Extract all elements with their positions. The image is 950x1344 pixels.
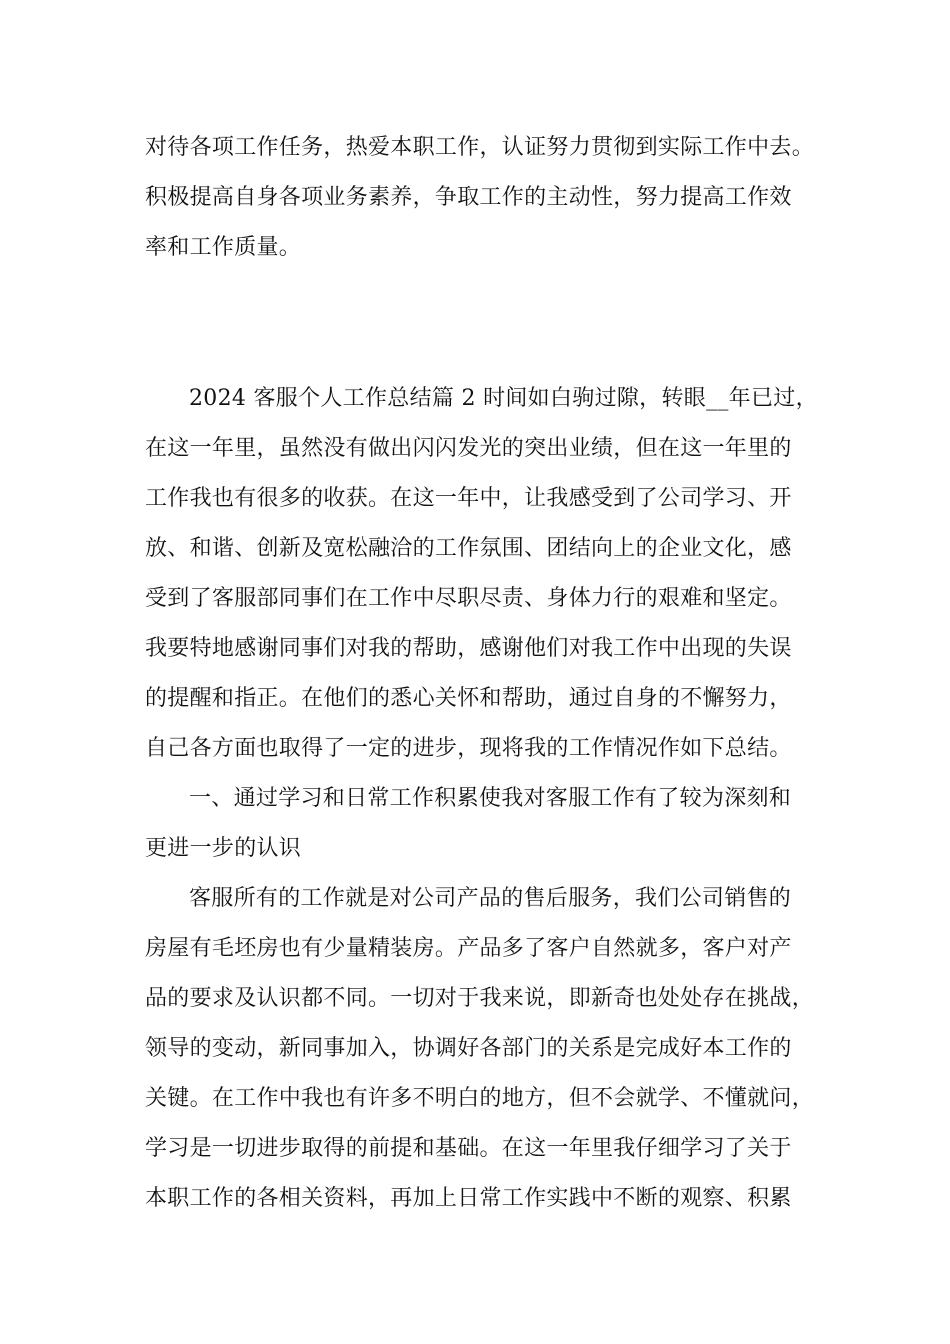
paragraph-line: 自己各方面也取得了一定的进步，现将我的工作情况作如下总结。 (145, 736, 792, 761)
top-paragraph (145, 123, 825, 273)
paragraph-line: 受到了客服部同事们在工作中尽职尽责、身体力行的艰难和坚定。 (145, 586, 792, 611)
paragraph-line: 在这一年里，虽然没有做出闪闪发光的突出业绩，但在这一年里的 (145, 436, 792, 461)
main-content (145, 374, 825, 1224)
paragraph-line: 本职工作的各相关资料，再加上日常工作实践中不断的观察、积累 (145, 1186, 792, 1211)
paragraph-line: 领导的变动，新同事加入，协调好各部门的关系是完成好本工作的 (145, 1036, 792, 1061)
paragraph-line: 学习是一切进步取得的前提和基础。在这一年里我仔细学习了关于 (145, 1136, 792, 1161)
section-heading-line: 一、通过学习和日常工作积累使我对客服工作有了较为深刻和 (189, 786, 792, 811)
section-heading-line: 更进一步的认识 (145, 836, 302, 861)
paragraph-line: 我要特地感谢同事们对我的帮助，感谢他们对我工作中出现的失误 (145, 636, 792, 661)
paragraph-line: 的提醒和指正。在他们的悉心关怀和帮助，通过自身的不懈努力， (145, 686, 792, 711)
paragraph-line: 2024 客服个人工作总结篇 2 时间如白驹过隙，转眼__年已过， (189, 386, 818, 411)
paragraph-line: 品的要求及认识都不同。一切对于我来说，即新奇也处处存在挑战， (145, 986, 815, 1011)
paragraph-line: 客服所有的工作就是对公司产品的售后服务，我们公司销售的 (189, 886, 792, 911)
paragraph-line: 对待各项工作任务，热爱本职工作，认证努力贯彻到实际工作中去。 (145, 135, 815, 160)
paragraph-line: 关键。在工作中我也有许多不明白的地方，但不会就学、不懂就问， (145, 1086, 815, 1111)
paragraph-line: 房屋有毛坯房也有少量精装房。产品多了客户自然就多，客户对产 (145, 936, 792, 961)
paragraph-line: 积极提高自身各项业务素养，争取工作的主动性，努力提高工作效 (145, 185, 792, 210)
paragraph-line: 放、和谐、创新及宽松融洽的工作氛围、团结向上的企业文化，感 (145, 536, 792, 561)
paragraph-line: 率和工作质量。 (145, 235, 302, 260)
paragraph-line: 工作我也有很多的收获。在这一年中，让我感受到了公司学习、开 (145, 486, 792, 511)
